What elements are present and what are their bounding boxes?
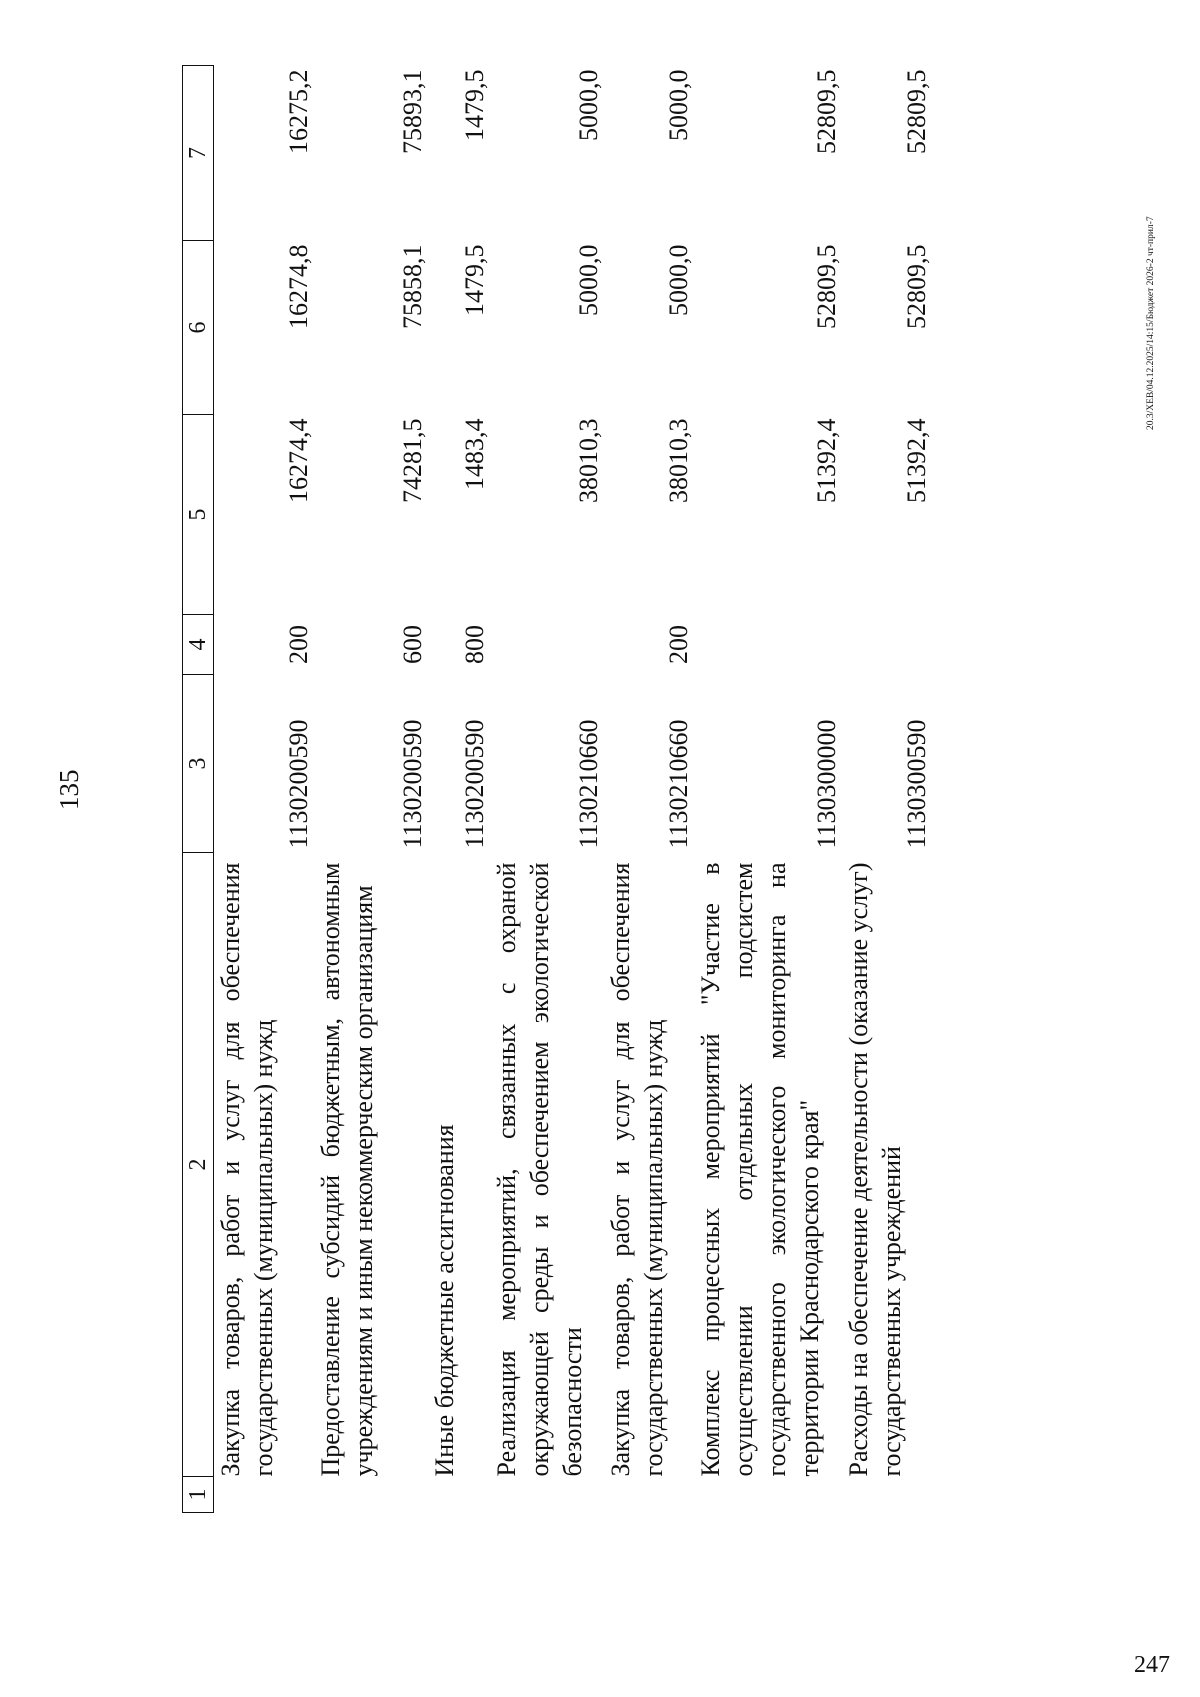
row-index-cell	[604, 1477, 694, 1513]
table-row	[314, 66, 428, 1513]
row-code: 1130300000	[811, 719, 841, 849]
row-description: Закупка товаров, работ и услуг для обеспечения государственных (муниципальных) нужд	[605, 862, 668, 1477]
row-index-cell	[214, 1477, 314, 1513]
row-value-col6: 16274,8	[283, 244, 313, 329]
header-col-4: 4	[183, 615, 214, 675]
table-row	[604, 66, 694, 1513]
header-col-6: 6	[183, 241, 214, 415]
header-col-2: 2	[183, 853, 214, 1477]
row-value-col7: 52809,5	[901, 69, 931, 154]
row-expense-type: 200	[283, 625, 313, 664]
row-expense-type: 800	[459, 625, 489, 664]
row-value-col6: 75858,1	[397, 244, 427, 329]
row-value-col7: 5000,0	[663, 69, 693, 141]
row-description: Иные бюджетные ассигнования	[429, 1124, 459, 1477]
row-description: Предоставление субсидий бюджетным, автономным учреждениям и иным некоммерческим организациям	[315, 862, 378, 1477]
header-col-3: 3	[183, 675, 214, 853]
page-number: 135	[54, 769, 84, 810]
table-row	[842, 66, 932, 1513]
row-value-col7: 52809,5	[811, 69, 841, 154]
row-expense-type	[842, 615, 932, 675]
row-description: Реализация мероприятий, связанных с охраной окружающей среды и обеспечением экологической безопасности	[491, 862, 587, 1477]
document-stamp: 20.3/ХЕВ/04.12.2025/14:15/Бюджет 2026-2 чт-прил-7	[1146, 216, 1156, 430]
row-value-col6: 52809,5	[901, 244, 931, 329]
budget-table-rotated	[182, 66, 962, 1513]
row-description: Комплекс процессных мероприятий "Участие в осуществлении отдельных подсистем государственного экологического мониторинга на территории Краснодарского края"	[695, 862, 824, 1477]
header-col-7: 7	[183, 66, 214, 241]
row-code: 1130200590	[283, 719, 313, 849]
table-row	[428, 66, 490, 1513]
row-value-col5: 16274,4	[283, 418, 313, 503]
table-row	[694, 66, 842, 1513]
row-description: Расходы на обеспечение деятельности (оказание услуг) государственных учреждений	[843, 862, 906, 1477]
row-code: 1130210660	[663, 719, 693, 849]
row-value-col7: 5000,0	[573, 69, 603, 141]
row-value-col5: 1483,4	[459, 418, 489, 490]
row-index-cell	[428, 1477, 490, 1513]
row-expense-type	[694, 615, 842, 675]
row-value-col5: 51392,4	[811, 418, 841, 503]
row-expense-type: 600	[397, 625, 427, 664]
row-value-col6: 52809,5	[811, 244, 841, 329]
table-row	[490, 66, 604, 1513]
table-header-row	[183, 66, 214, 1513]
row-index-cell	[314, 1477, 428, 1513]
header-col-5: 5	[183, 415, 214, 615]
budget-table	[182, 65, 932, 1513]
sheet-number: 247	[1134, 1652, 1170, 1678]
row-code: 1130200590	[459, 719, 489, 849]
row-description: Закупка товаров, работ и услуг для обеспечения государственных (муниципальных) нужд	[216, 862, 278, 1477]
row-value-col5: 38010,3	[573, 418, 603, 503]
row-index-cell	[490, 1477, 604, 1513]
row-code: 1130300590	[901, 719, 931, 849]
row-index-cell	[842, 1477, 932, 1513]
row-value-col7: 75893,1	[397, 69, 427, 154]
row-index-cell	[694, 1477, 842, 1513]
row-value-col5: 51392,4	[901, 418, 931, 503]
row-value-col6: 5000,0	[663, 244, 693, 316]
table-row	[214, 66, 314, 1513]
row-expense-type	[490, 615, 604, 675]
row-code: 1130210660	[573, 719, 603, 849]
row-value-col6: 1479,5	[459, 244, 489, 316]
row-code: 1130200590	[397, 719, 427, 849]
row-value-col5: 74281,5	[397, 418, 427, 503]
header-col-1: 1	[183, 1477, 214, 1513]
row-value-col7: 1479,5	[459, 69, 489, 141]
row-expense-type: 200	[663, 625, 693, 664]
row-value-col6: 5000,0	[573, 244, 603, 316]
row-value-col7: 16275,2	[283, 69, 313, 154]
row-value-col5: 38010,3	[663, 418, 693, 503]
